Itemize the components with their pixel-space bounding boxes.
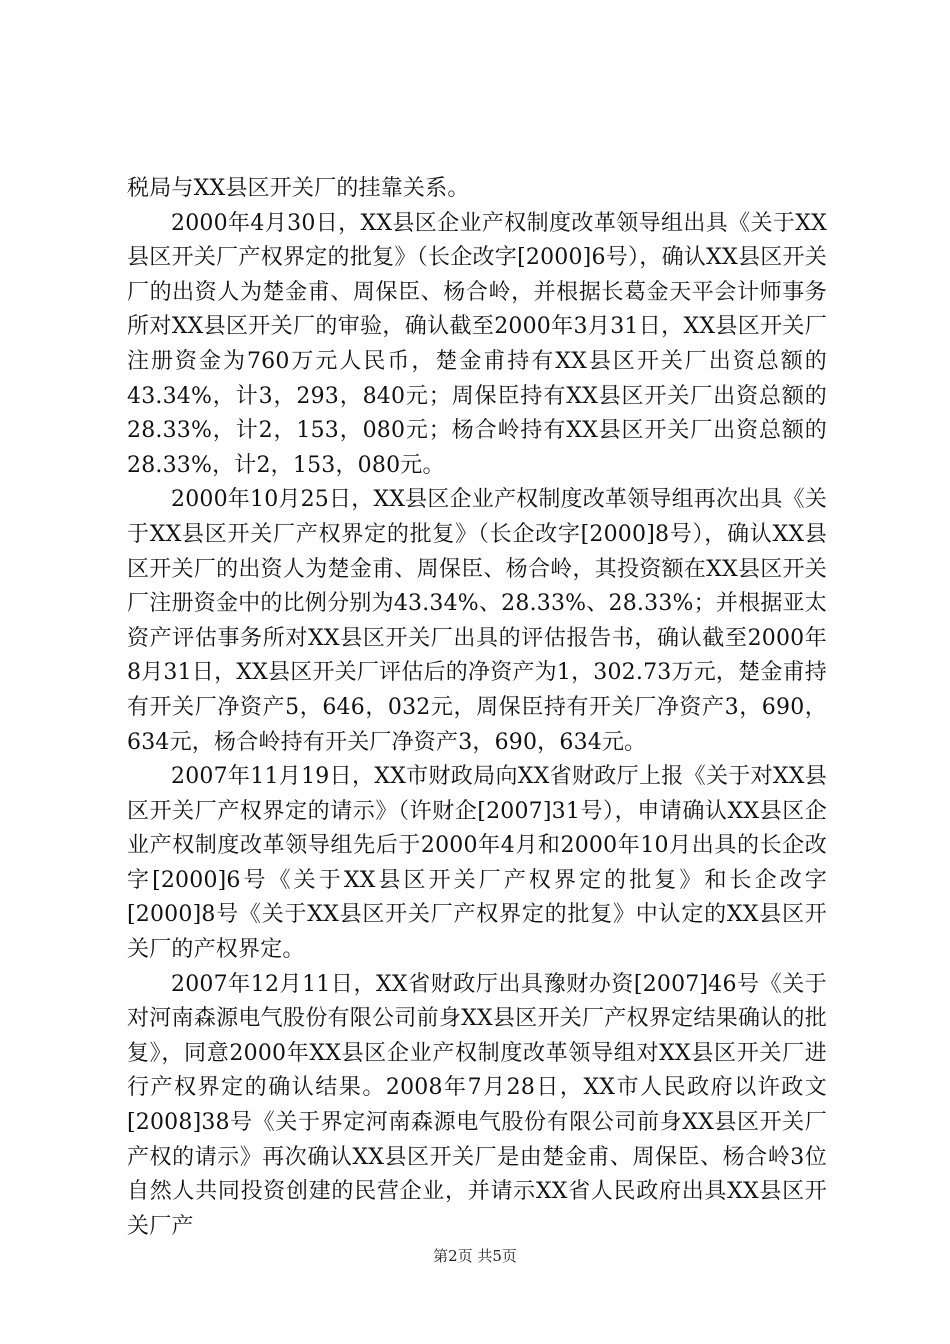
paragraph-2000-10-25: 2000年10月25日，XX县区企业产权制度改革领导组再次出具《关于XX县区开关厂产权界定的批复》（长企改字[2000]8号），确认XX县区开关厂的出资人为楚金甫、周保臣、杨合岭，其投资额在XX县区开关厂注册资金中的比例分别为43.34%、28.33%、28.33%；并根据亚太资产评估事务所对XX县区开关厂出具的评估报告书，确认截至2000年8月31日，XX县区开关厂评估后的净资产为1，302.73万元，楚金甫持有开关厂净资产5，646，032元，周保臣持有开关厂净资产3，690，634元，杨合岭持有开关厂净资产3，690，634元。 <box>127 487 827 755</box>
paragraph-2007-11-19: 2007年11月19日，XX市财政局向XX省财政厅上报《关于对XX县区开关厂产权界定的请示》（许财企[2007]31号），申请确认XX县区企业产权制度改革领导组先后于2000年4月和2000年10月出具的长企改字[2000]6号《关于XX县区开关厂产权界定的批复》和长企改字[2000]8号《关于XX县区开关厂产权界定的批复》中认定的XX县区开关厂的产权界定。 <box>127 764 827 963</box>
paragraph-continuation: 税局与XX县区开关厂的挂靠关系。 <box>127 176 470 201</box>
paragraph-2000-04-30: 2000年4月30日，XX县区企业产权制度改革领导组出具《关于XX县区开关厂产权界定的批复》（长企改字[2000]6号），确认XX县区开关厂的出资人为楚金甫、周保臣、杨合岭，并根据长葛金天平会计师事务所对XX县区开关厂的审验，确认截至2000年3月31日，XX县区开关厂注册资金为760万元人民币，楚金甫持有XX县区开关厂出资总额的43.34%，计3，293，840元；周保臣持有XX县区开关厂出资总额的28.33%，计2，153，080元；杨合岭持有XX县区开关厂出资总额的28.33%，计2，153，080元。 <box>127 210 827 478</box>
paragraph-2007-12-11: 2007年12月11日，XX省财政厅出具豫财办资[2007]46号《关于对河南森源电气股份有限公司前身XX县区开关厂产权界定结果确认的批复》，同意2000年XX县区企业产权制度改革领导组对XX县区开关厂进行产权界定的确认结果。2008年7月28日，XX市人民政府以许政文[2008]38号《关于界定河南森源电气股份有限公司前身XX县区开关厂产权的请示》再次确认XX县区开关厂是由楚金甫、周保臣、杨合岭3位自然人共同投资创建的民营企业，并请示XX省人民政府出具XX县区开关厂产 <box>127 971 827 1239</box>
page-number-footer: 第2页 共5页 <box>433 1247 517 1265</box>
document-body <box>127 172 827 1244</box>
